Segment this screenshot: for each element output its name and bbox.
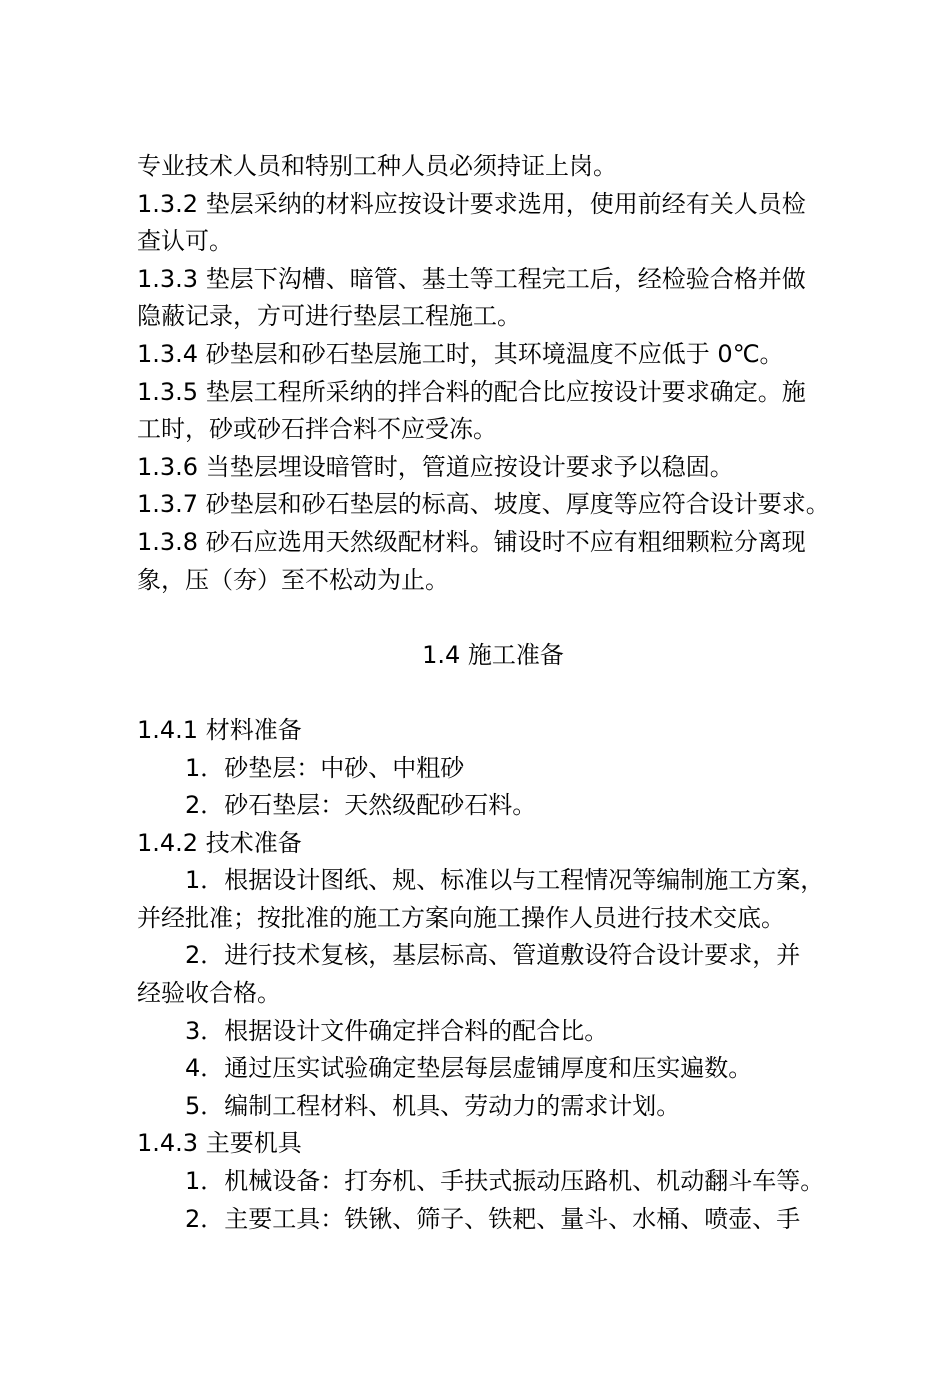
body-text-line: 隐蔽记录，方可进行垫层工程施工。: [137, 302, 521, 331]
clause-1-3-6: 1.3.6 当垫层埋设暗管时，管道应按设计要求予以稳固。: [137, 452, 734, 481]
subsection-title-1-4-3: 1.4.3 主要机具: [137, 1129, 302, 1158]
clause-1-3-4: 1.3.4 砂垫层和砂石垫层施工时，其环境温度不应低于 0℃。: [137, 339, 784, 368]
document-page: [137, 148, 849, 1238]
list-item-continuation: 并经批准；按批准的施工方案向施工操作人员进行技术交底。: [137, 903, 785, 932]
list-item: 1．机械设备：打夯机、手扶式振动压路机、机动翻斗车等。: [185, 1167, 825, 1196]
list-item: 4．通过压实试验确定垫层每层虚铺厚度和压实遍数。: [185, 1054, 753, 1083]
body-text-line: 工时，砂或砂石拌合料不应受冻。: [137, 415, 497, 444]
clause-1-3-5: 1.3.5 垫层工程所采纳的拌合料的配合比应按设计要求确定。施: [137, 377, 806, 406]
list-item: 2．进行技术复核，基层标高、管道敷设符合设计要求，并: [185, 941, 801, 970]
list-item: 5．编制工程材料、机具、劳动力的需求计划。: [185, 1091, 681, 1120]
clause-1-3-2: 1.3.2 垫层采纳的材料应按设计要求选用，使用前经有关人员检: [137, 189, 806, 218]
body-text-line: 象，压（夯）至不松动为止。: [137, 565, 449, 594]
list-item-continuation: 经验收合格。: [137, 979, 281, 1008]
clause-1-3-7: 1.3.7 砂垫层和砂石垫层的标高、坡度、厚度等应符合设计要求。: [137, 490, 830, 519]
subsection-title-1-4-1: 1.4.1 材料准备: [137, 715, 302, 744]
clause-1-3-3: 1.3.3 垫层下沟槽、暗管、基土等工程完工后，经检验合格并做: [137, 264, 806, 293]
list-item: 2．主要工具：铁锹、筛子、铁耙、量斗、水桶、喷壶、手: [185, 1204, 801, 1233]
list-item: 1．砂垫层：中砂、中粗砂: [185, 753, 465, 782]
subsection-title-1-4-2: 1.4.2 技术准备: [137, 828, 302, 857]
body-text-line: 专业技术人员和特别工种人员必须持证上岗。: [137, 152, 617, 180]
list-item: 2．砂石垫层：天然级配砂石料。: [185, 791, 537, 820]
clause-1-3-8: 1.3.8 砂石应选用天然级配材料。铺设时不应有粗细颗粒分离现: [137, 527, 806, 556]
list-item: 3．根据设计文件确定拌合料的配合比。: [185, 1016, 609, 1045]
list-item: 1．根据设计图纸、规、标准以与工程情况等编制施工方案，: [185, 866, 825, 895]
section-heading: 1.4 施工准备: [422, 640, 564, 669]
body-text-line: 查认可。: [137, 227, 233, 256]
